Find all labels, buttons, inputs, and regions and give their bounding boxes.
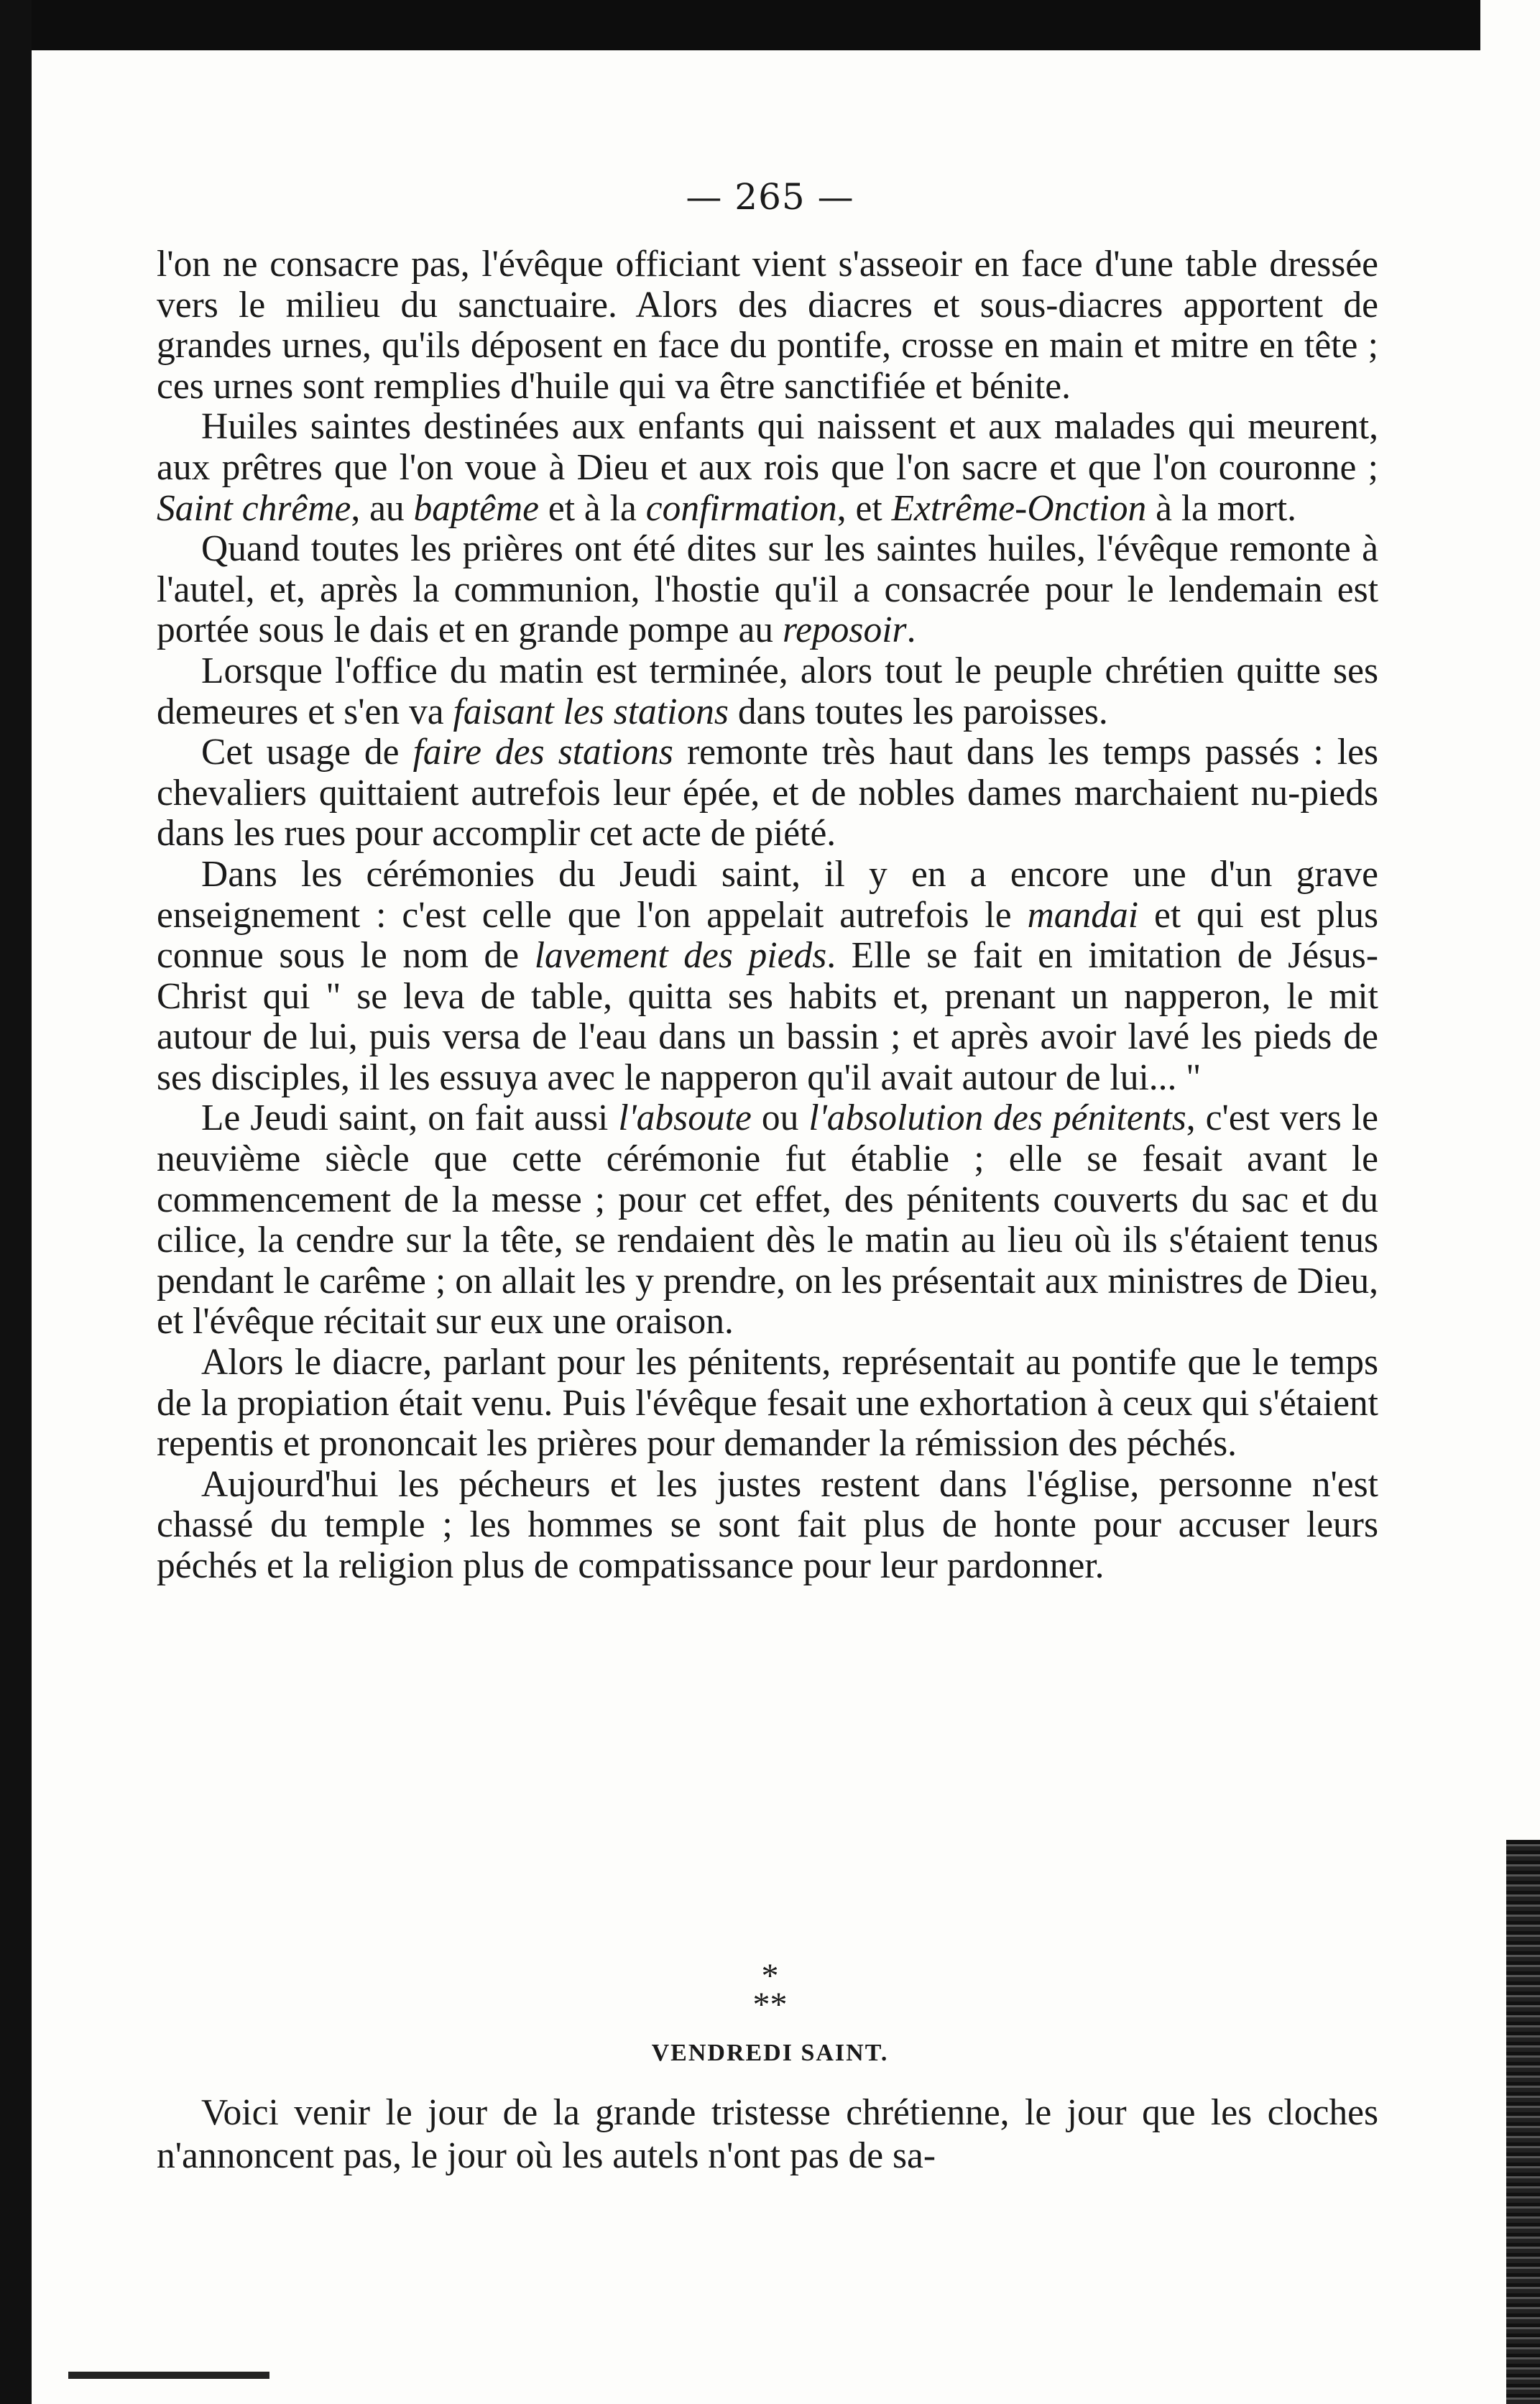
text-run: . xyxy=(906,609,916,651)
text-run: , c'est vers le neuvième siècle que cette cérémonie fut établie ; elle se fesait avant le commencement de la messe ; pour cet effet, des pénitents couverts du sac et du cilice, la cendre sur la tête, se rendaient dès le matin au lieu où ils s'étaient tenus pendant le carême ; on allait les y prendre, on les présentait aux ministres de Dieu, et l'évêque récitait sur eux une oraison. xyxy=(157,1097,1379,1343)
italic-run: confirmation xyxy=(645,487,837,529)
italic-run: faire des stations xyxy=(412,732,673,773)
paragraph xyxy=(157,1465,1378,1587)
scan-smudge-bottom xyxy=(68,2372,269,2379)
text-run: , et xyxy=(836,487,892,529)
scan-edge-right xyxy=(1506,1840,1540,2404)
paragraph xyxy=(157,529,1378,651)
paragraph xyxy=(157,651,1378,732)
paragraph xyxy=(157,732,1378,855)
text-run: et à la xyxy=(539,487,646,529)
text-run: dans toutes les paroisses. xyxy=(728,691,1108,732)
paragraph xyxy=(157,407,1378,529)
closing-paragraph: Voici venir le jour de la grande tristesse chrétienne, le jour que les cloches n'annoncent pas, le jour où les autels n'ont pas de sa- xyxy=(157,2092,1378,2176)
paragraph xyxy=(157,1098,1378,1343)
text-run: Aujourd'hui les pécheurs et les justes restent dans l'église, personne n'est chassé du temple ; les hommes se sont fait plus de honte pour accuser leurs péchés et la religion plus de compatissance pour leur pardonner. xyxy=(157,1463,1378,1586)
italic-run: Saint chrême xyxy=(157,487,351,529)
text-run: Le Jeudi saint, on fait aussi xyxy=(201,1097,619,1139)
text-run: , au xyxy=(351,487,414,529)
text-run: Cet usage de xyxy=(201,732,413,773)
text-run: Huiles saintes destinées aux enfants qui naissent et aux malades qui meurent, aux prêtres que l'on voue à Dieu et aux rois que l'on sacre et que l'on couronne ; xyxy=(157,406,1378,488)
italic-run: mandai xyxy=(1027,894,1139,936)
text-run: . Elle se fait en imitation de Jésus-Christ qui " se leva de table, quitta ses habits et, prenant un napperon, le mit autour de lui, puis versa de l'eau dans un bassin ; et après avoir lavé les pieds de ses disciples, il les essuya avec le napperon qu'il avait autour de lui... " xyxy=(157,935,1379,1098)
italic-run: l'absolution des pénitents xyxy=(808,1097,1186,1139)
paragraph xyxy=(157,1343,1378,1465)
text-run: l'on ne consacre pas, l'évêque officiant vient s'asseoir en face d'une table dressée vers le milieu du sanctuaire. Alors des diacres et sous-diacres apportent de grandes urnes, qu'ils déposent en face du pontife, crosse en main et mitre en tête ; ces urnes sont remplies d'huile qui va être sanctifiée et bénite. xyxy=(157,244,1378,407)
asterism-bottom: ** xyxy=(752,1986,788,2024)
text-run: à la mort. xyxy=(1146,487,1297,529)
asterism-divider xyxy=(0,1957,1540,2024)
scan-border-top xyxy=(0,0,1480,50)
text-run: remonte très haut dans les temps passés : les chevaliers quittaient autrefois leur épée, et de nobles dames marchaient nu-pieds dans les rues pour accomplir cet acte de piété. xyxy=(157,732,1379,855)
paragraph xyxy=(157,244,1378,407)
body-text xyxy=(157,244,1378,1587)
italic-run: l'absoute xyxy=(618,1097,752,1139)
text-run: et qui est plus connue sous le nom de xyxy=(157,894,1378,977)
section-title: VENDREDI SAINT. xyxy=(651,2040,889,2066)
italic-run: faisant les stations xyxy=(453,691,729,732)
text-run: Alors le diacre, parlant pour les pénitents, représentait au pontife que le temps de la propiation était venu. Puis l'évêque fesait une exhortation à ceux qui s'étaient repentis et prononcait les prières pour demander la rémission des péchés. xyxy=(157,1342,1378,1465)
text-run: Lorsque l'office du matin est terminée, alors tout le peuple chrétien quitte ses demeures et s'en va xyxy=(157,650,1378,732)
italic-run: Extrême-Onction xyxy=(891,487,1147,529)
closing-text xyxy=(157,2091,1378,2178)
italic-run: lavement des pieds xyxy=(534,935,827,977)
asterism-top: * xyxy=(761,1957,779,1995)
page-number: — 265 — xyxy=(686,176,854,218)
text-run: ou xyxy=(751,1097,809,1139)
italic-run: baptême xyxy=(413,487,540,529)
text-run: Quand toutes les prières ont été dites sur les saintes huiles, l'évêque remonte à l'autel, et, après la communion, l'hostie qu'il a consacrée pour le lendemain est portée sous le dais et en grande pompe au xyxy=(157,528,1378,651)
paragraph xyxy=(157,855,1378,1099)
text-run: Dans les cérémonies du Jeudi saint, il y en a encore une d'un grave enseignement : c'est celle que l'on appelait autrefois le xyxy=(157,853,1378,936)
italic-run: reposoir xyxy=(782,609,907,651)
